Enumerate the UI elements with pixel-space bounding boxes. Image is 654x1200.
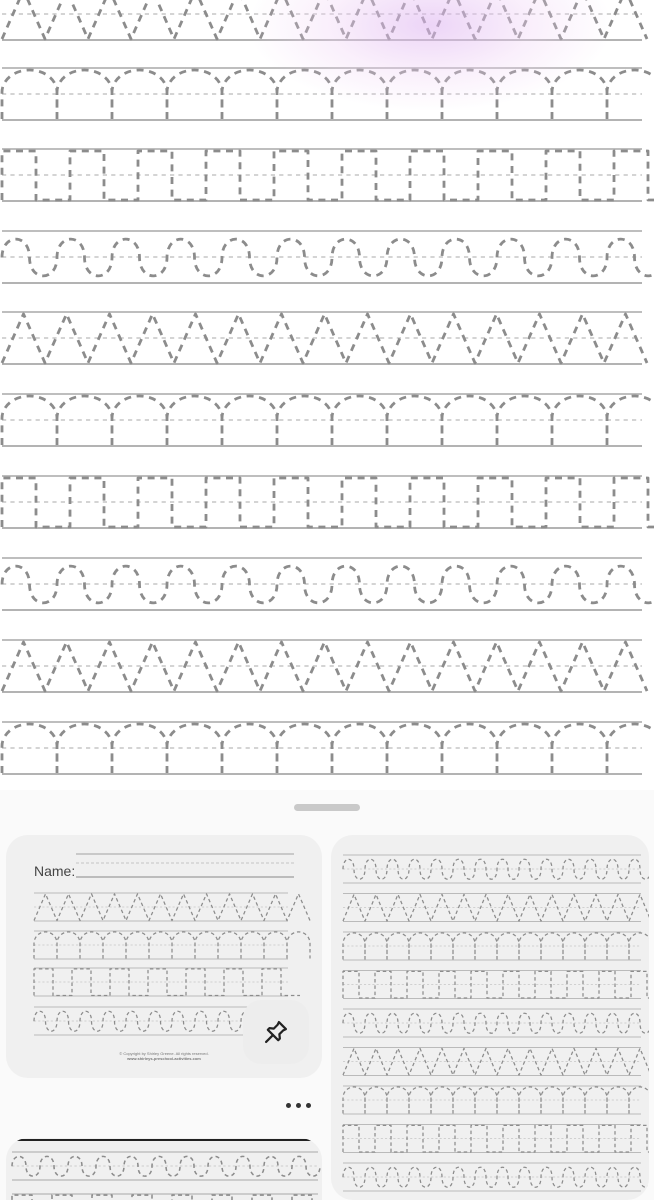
tracing-row-zigzag	[2, 312, 647, 364]
tracing-row-zigzag	[343, 1048, 649, 1076]
tracing-row-arches	[2, 394, 654, 446]
related-pin-card[interactable]	[6, 1138, 322, 1200]
worksheet-thumbnail	[6, 1138, 322, 1200]
tracing-row-zigzag	[343, 894, 649, 922]
sheet-drag-handle[interactable]	[294, 804, 360, 811]
name-line	[76, 854, 294, 877]
tracing-row-zigzag	[2, 640, 647, 692]
more-horizontal-icon	[283, 1103, 313, 1108]
worksheet-thumbnail	[331, 835, 649, 1200]
tracing-row-waves	[343, 1009, 649, 1037]
pushpin-icon	[262, 1018, 290, 1046]
tracing-row-waves	[343, 855, 649, 883]
tracing-row-arches	[34, 931, 310, 959]
tracing-row-waves	[2, 231, 654, 283]
tracing-row-squares	[12, 1194, 322, 1200]
tracing-row-arches	[343, 932, 649, 960]
more-options-button[interactable]	[278, 1094, 318, 1116]
copyright-url: www.shirleys-preschool-activities.com	[127, 1056, 201, 1061]
tracing-row-waves	[12, 1152, 320, 1180]
tracing-row-waves	[2, 558, 654, 610]
related-pin-card[interactable]	[331, 835, 649, 1200]
tracing-row-squares	[343, 1125, 649, 1153]
save-pin-button[interactable]	[243, 1000, 309, 1064]
worksheet-name-label: Name:	[34, 863, 76, 879]
tracing-row-squares	[343, 971, 649, 999]
copyright-text: © Copyright by Shirley Greene. All rights reserved.	[119, 1051, 209, 1056]
tracing-row-arches	[343, 1086, 649, 1114]
tracing-row-waves	[343, 1163, 649, 1191]
tracing-row-squares	[2, 149, 654, 201]
tracing-row-squares	[2, 476, 654, 528]
tracing-row-zigzag	[34, 893, 310, 921]
tracing-row-arches	[2, 722, 654, 774]
tracing-row-squares	[34, 968, 300, 996]
